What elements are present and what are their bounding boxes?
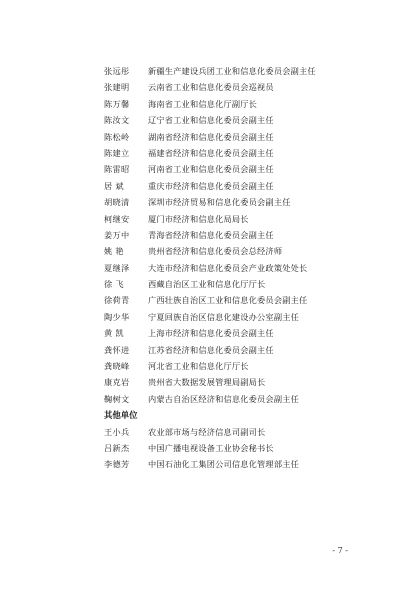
member-entry bbox=[104, 112, 374, 128]
member-name: 陈雷昭 bbox=[104, 164, 130, 175]
member-entry bbox=[104, 211, 374, 227]
member-title: 上海市经济和信息化委员会副主任 bbox=[148, 328, 274, 339]
member-title: 中国石油化工集团公司信息化管理部主任 bbox=[148, 459, 299, 470]
member-entry bbox=[104, 358, 374, 374]
member-title: 贵州省经济和信息化委员会总经济师 bbox=[148, 246, 283, 257]
member-title: 新疆生产建设兵团工业和信息化委员会副主任 bbox=[148, 66, 316, 76]
member-title: 海南省工业和信息化厅副厅长 bbox=[148, 98, 258, 109]
member-title: 云南省工业和信息化委员会巡视员 bbox=[148, 82, 274, 93]
member-title: 西藏自治区工业和信息化厅厅长 bbox=[148, 279, 266, 290]
member-name: 徐荷青 bbox=[104, 295, 130, 306]
member-name: 姚 艳 bbox=[104, 246, 124, 257]
member-title: 宁夏回族自治区信息化建设办公室副主任 bbox=[148, 311, 299, 322]
member-title: 广西壮族自治区工业和信息化委员会副主任 bbox=[148, 295, 308, 306]
member-name: 龚怀进 bbox=[104, 344, 130, 355]
member-title: 青海省经济和信息化委员会副主任 bbox=[148, 229, 274, 240]
member-name: 姜万中 bbox=[104, 229, 130, 240]
member-entry bbox=[104, 292, 374, 308]
member-name: 康克岩 bbox=[104, 377, 130, 388]
page-number: - 7 - bbox=[332, 546, 348, 555]
member-name: 王小兵 bbox=[104, 426, 130, 437]
member-name: 鞠树文 bbox=[104, 393, 130, 404]
member-entry bbox=[104, 374, 374, 390]
member-name: 吕新杰 bbox=[104, 442, 130, 453]
member-entry bbox=[104, 227, 374, 243]
member-name: 夏继泽 bbox=[104, 262, 130, 273]
member-name: 陈建立 bbox=[104, 147, 130, 158]
member-title: 福建省经济和信息化委员会副主任 bbox=[148, 147, 274, 158]
member-entry bbox=[104, 440, 374, 456]
member-title: 厦门市经济和信息化局局长 bbox=[148, 213, 249, 224]
member-name: 张建明 bbox=[104, 82, 130, 93]
member-title: 河南省工业和信息化委员会副主任 bbox=[148, 164, 274, 175]
member-title: 江苏省经济和信息化委员会副主任 bbox=[148, 344, 274, 355]
member-name: 胡晓清 bbox=[104, 197, 130, 208]
member-name: 陶少华 bbox=[104, 311, 130, 322]
section-header-other-units: 其他单位 bbox=[104, 410, 138, 421]
member-title: 辽宁省工业和信息化委员会副主任 bbox=[148, 115, 274, 126]
member-name: 居 斌 bbox=[104, 180, 124, 191]
member-title: 贵州省大数据发展管理局副局长 bbox=[148, 377, 266, 388]
member-entry bbox=[104, 309, 374, 325]
member-name: 龚晓峰 bbox=[104, 361, 130, 372]
member-entry bbox=[104, 456, 374, 472]
member-title: 湖南省经济和信息化委员会副主任 bbox=[148, 131, 274, 142]
member-title: 中国广播电视设备工业协会秘书长 bbox=[148, 442, 274, 453]
member-title: 大连市经济和信息化委员会产业政策处处长 bbox=[148, 262, 308, 273]
member-name: 陈汝文 bbox=[104, 115, 130, 126]
member-entry bbox=[104, 325, 374, 341]
member-entry bbox=[104, 342, 374, 358]
member-title: 农业部市场与经济信息司副司长 bbox=[148, 426, 266, 437]
member-group-other-units bbox=[104, 424, 374, 473]
member-entry bbox=[104, 145, 374, 161]
member-entry bbox=[104, 391, 374, 407]
member-name: 陈万馨 bbox=[104, 98, 130, 109]
member-name: 黄 凯 bbox=[104, 328, 124, 339]
member-name: 张远彤 bbox=[104, 66, 130, 76]
member-entry bbox=[104, 79, 374, 95]
member-entry bbox=[104, 178, 374, 194]
member-entry bbox=[104, 161, 374, 177]
member-name: 李德芳 bbox=[104, 459, 130, 470]
member-entry bbox=[104, 63, 374, 79]
member-entry bbox=[104, 424, 374, 440]
member-group-provincial bbox=[104, 63, 374, 407]
member-name: 柯继安 bbox=[104, 213, 130, 224]
member-list bbox=[104, 63, 374, 473]
member-name: 徐 飞 bbox=[104, 279, 124, 290]
member-entry bbox=[104, 276, 374, 292]
member-title: 重庆市经济和信息化委员会副主任 bbox=[148, 180, 274, 191]
member-entry bbox=[104, 96, 374, 112]
member-entry bbox=[104, 260, 374, 276]
member-name: 陈松岭 bbox=[104, 131, 130, 142]
member-entry bbox=[104, 129, 374, 145]
member-entry bbox=[104, 194, 374, 210]
member-entry bbox=[104, 243, 374, 259]
member-title: 深圳市经济贸易和信息化委员会副主任 bbox=[148, 197, 291, 208]
member-title: 内蒙古自治区经济和信息化委员会副主任 bbox=[148, 393, 299, 404]
member-title: 河北省工业和信息化厅厅长 bbox=[148, 361, 249, 372]
